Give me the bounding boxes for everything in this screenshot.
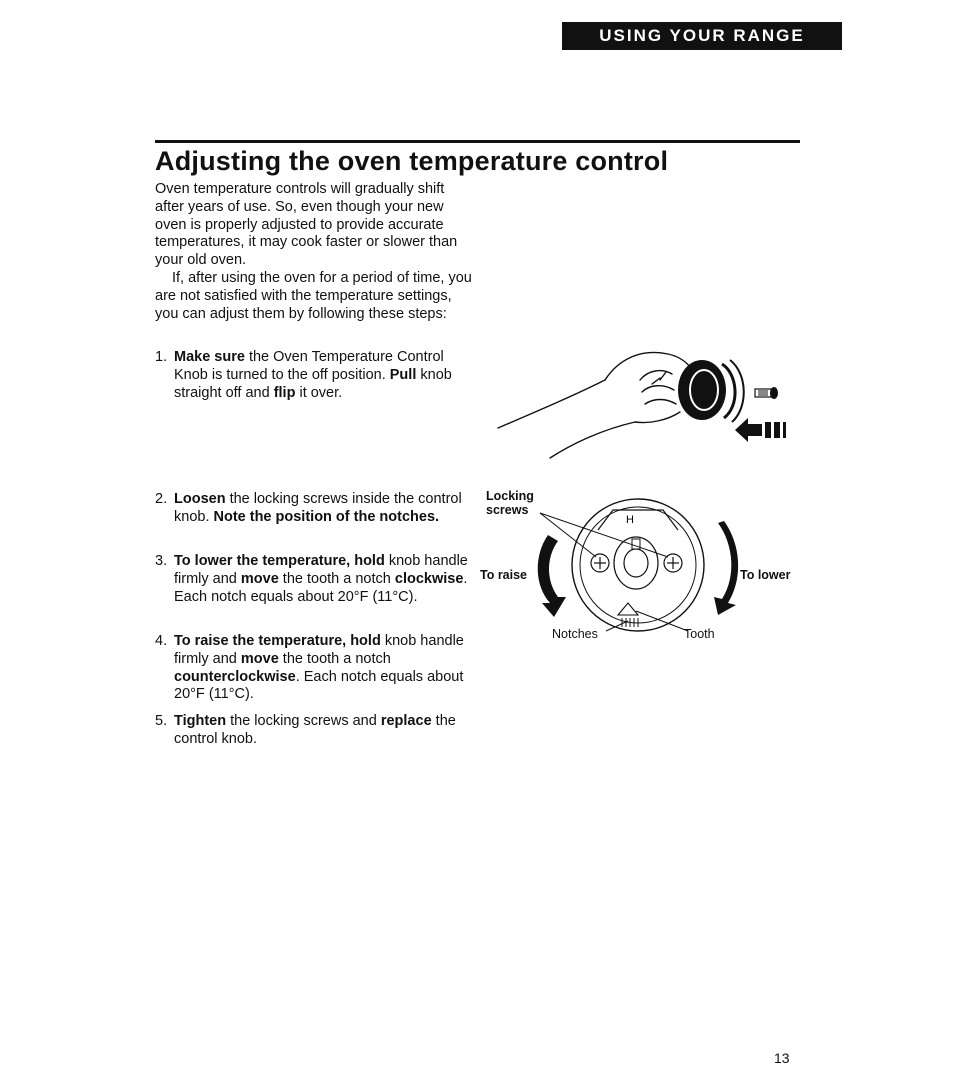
step-number: 3. bbox=[155, 553, 168, 569]
step-text-bold: Loosen bbox=[174, 491, 226, 507]
step-3 bbox=[155, 553, 473, 606]
step-text-bold: To raise the temperature, hold bbox=[174, 633, 381, 649]
step-text bbox=[174, 491, 473, 527]
finger-3 bbox=[645, 400, 676, 405]
small-knob-icon bbox=[755, 387, 778, 399]
step-text-run: the locking screws and bbox=[226, 713, 381, 729]
arm-upper-line bbox=[498, 380, 605, 428]
step-text-bold: flip bbox=[273, 384, 296, 401]
title-rule bbox=[155, 140, 800, 143]
thumb-lines bbox=[652, 372, 666, 384]
intro-paragraph-1: Oven temperature controls will gradually shift after years of use. So, even though your new oven is properly adjusted to provide accurate temperatures, it may cook faster or slower than your old oven. bbox=[155, 181, 458, 269]
tooth-label: Tooth bbox=[684, 627, 715, 641]
step-number: 4. bbox=[155, 633, 168, 649]
section-header bbox=[562, 22, 842, 50]
step-5 bbox=[155, 713, 473, 749]
to-lower-label: To lower bbox=[740, 568, 791, 582]
finger-2 bbox=[642, 386, 674, 392]
pull-direction-arrow-icon bbox=[735, 418, 786, 442]
step-text-bold: clockwise bbox=[394, 570, 464, 587]
knob-handle-mark: H bbox=[626, 514, 634, 526]
locking-screws-label: Locking screws bbox=[486, 489, 534, 517]
step-text bbox=[174, 633, 473, 704]
step-text-run: the tooth a notch bbox=[278, 650, 391, 667]
step-text-bold: Make sure bbox=[174, 349, 245, 365]
locking-screws-pointer-2 bbox=[540, 513, 668, 557]
step-2 bbox=[155, 491, 473, 527]
hand-pulling-knob-illustration bbox=[490, 340, 800, 460]
finger-1 bbox=[640, 371, 672, 380]
step-text-run: the locking screws inside the control knob. bbox=[174, 491, 462, 525]
tooth-pointer bbox=[636, 611, 688, 631]
step-4 bbox=[155, 633, 473, 704]
page-number: 13 bbox=[774, 1050, 790, 1066]
intro-text bbox=[155, 181, 473, 338]
step-text-run: . Each notch equals about 20°F (11°C). bbox=[174, 668, 464, 703]
hand-bottom bbox=[635, 412, 680, 423]
step-text-run: knob handle firmly and bbox=[174, 633, 464, 667]
step-text-bold: move bbox=[240, 650, 279, 667]
step-text-bold: To lower the temperature, hold bbox=[174, 553, 385, 569]
knob-center-key bbox=[632, 539, 640, 549]
step-text-run: it over. bbox=[295, 384, 343, 401]
step-text-bold: move bbox=[240, 570, 279, 587]
step-1 bbox=[155, 349, 473, 402]
tooth-icon bbox=[618, 603, 638, 615]
step-number: 5. bbox=[155, 713, 168, 729]
step-text-bold: Tighten bbox=[174, 713, 227, 729]
raise-direction-arrow-icon bbox=[538, 535, 566, 617]
step-text-run: the tooth a notch bbox=[278, 570, 395, 587]
lower-direction-arrow-icon bbox=[714, 521, 738, 615]
step-text bbox=[174, 349, 473, 402]
step-text-bold: counterclockwise bbox=[174, 668, 296, 685]
to-raise-label: To raise bbox=[480, 568, 528, 582]
intro-paragraph-2: If, after using the oven for a period of time, you are not satisfied with the temperature settings, you can adjust them by following these steps: bbox=[155, 269, 472, 322]
knob-adjustment-diagram bbox=[478, 485, 808, 645]
step-text-run: . Each notch equals about 20°F (11°C). bbox=[174, 570, 468, 605]
step-text-run: the control knob. bbox=[174, 713, 456, 747]
page-title: Adjusting the oven temperature control bbox=[155, 146, 669, 176]
step-number: 1. bbox=[155, 349, 168, 365]
knob-motion-arc-2 bbox=[730, 360, 744, 422]
step-text-bold: Pull bbox=[389, 366, 417, 383]
step-text bbox=[174, 713, 473, 749]
arm-lower-line bbox=[550, 422, 635, 458]
step-text-run: knob handle firmly and bbox=[174, 553, 468, 587]
step-number: 2. bbox=[155, 491, 168, 507]
step-text-bold: replace bbox=[380, 713, 432, 729]
step-text-run: knob straight off and bbox=[174, 366, 452, 401]
knob-handle bbox=[598, 510, 678, 530]
section-header-label: USING YOUR RANGE bbox=[599, 26, 805, 45]
notches-label: Notches bbox=[552, 627, 598, 641]
step-text-run: the Oven Temperature Control Knob is turned to the off position. bbox=[174, 349, 444, 383]
step-text-bold: Note the position of the notches. bbox=[213, 508, 440, 525]
step-text bbox=[174, 553, 473, 606]
